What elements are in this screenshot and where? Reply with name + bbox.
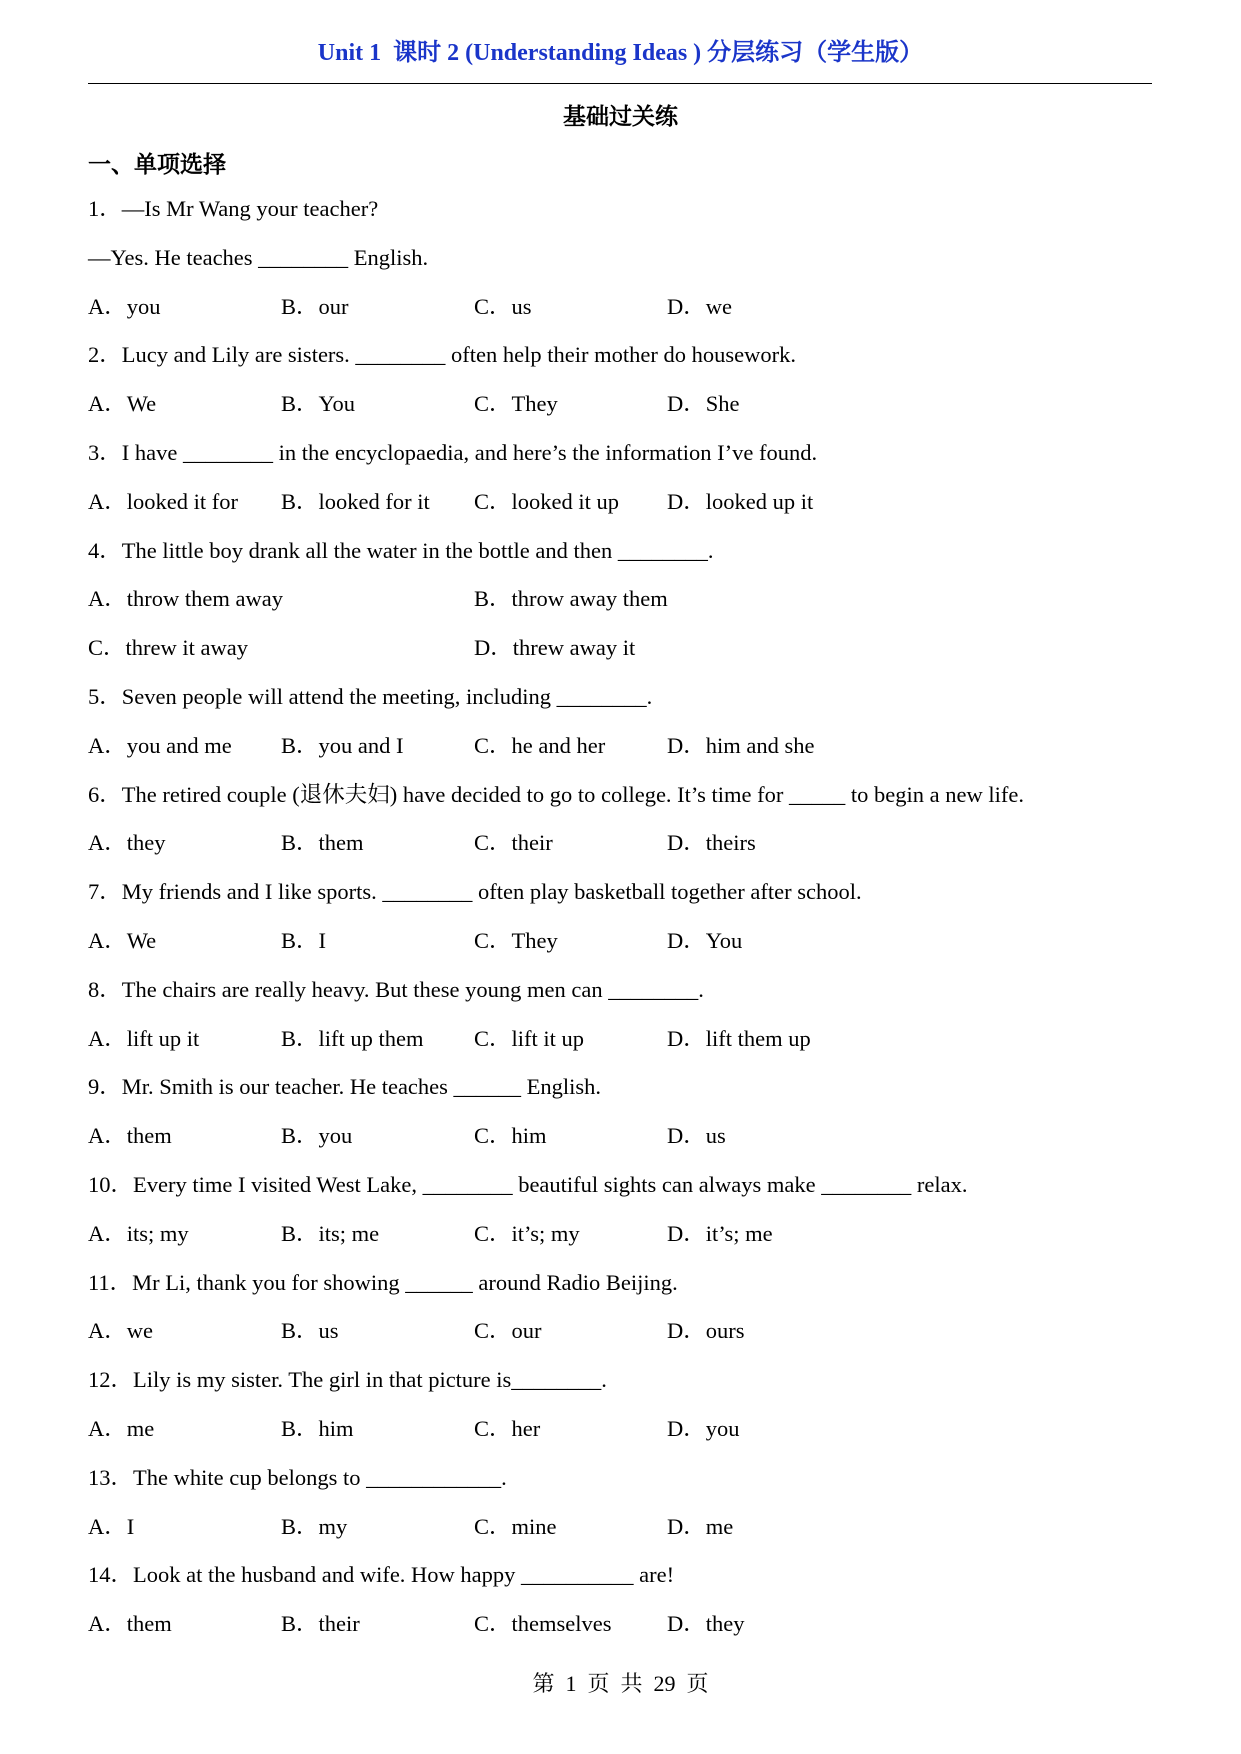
question-stem: 10．Every time I visited West Lake, ________ beautiful sights can always make ________ relax. bbox=[88, 1171, 968, 1197]
answer-option: C．him bbox=[474, 1123, 547, 1149]
answer-option: A．you bbox=[88, 293, 161, 319]
answer-option: B．throw away them bbox=[474, 586, 668, 612]
answer-option: A．We bbox=[88, 391, 157, 417]
answer-option: D．She bbox=[667, 391, 740, 417]
answer-option: D．ours bbox=[667, 1318, 745, 1344]
answer-option: B．you and I bbox=[281, 732, 404, 758]
question-stem: 7．My friends and I like sports. ________ often play basketball together after school. bbox=[88, 879, 862, 905]
options-row bbox=[88, 1121, 1168, 1170]
answer-option: A．me bbox=[88, 1415, 155, 1441]
answer-option: A．throw them away bbox=[88, 586, 283, 612]
answer-option: D．us bbox=[667, 1123, 726, 1149]
question-stem: 6．The retired couple (退休夫妇) have decided to go to college. It’s time for _____ to begin a new life. bbox=[88, 781, 1024, 807]
answer-option: D．you bbox=[667, 1415, 740, 1441]
answer-option: A．I bbox=[88, 1513, 135, 1539]
answer-option: B．I bbox=[281, 927, 327, 953]
answer-option: B．you bbox=[281, 1123, 353, 1149]
answer-option: D．lift them up bbox=[667, 1025, 811, 1051]
question-stem: 9．Mr. Smith is our teacher. He teaches ______ English. bbox=[88, 1074, 602, 1100]
answer-option: A．its; my bbox=[88, 1220, 189, 1246]
answer-option: A．lift up it bbox=[88, 1025, 200, 1051]
answer-option: D．threw away it bbox=[474, 635, 636, 661]
question-stem: 11．Mr Li, thank you for showing ______ around Radio Beijing. bbox=[88, 1269, 678, 1295]
options-row bbox=[88, 487, 1168, 536]
answer-option: C．themselves bbox=[474, 1611, 612, 1637]
answer-option: C．their bbox=[474, 830, 553, 856]
answer-option: B．us bbox=[281, 1318, 339, 1344]
section-title: 基础过关练 bbox=[563, 104, 678, 130]
answer-option: C．They bbox=[474, 927, 558, 953]
options-row bbox=[88, 1219, 1168, 1268]
answer-option: C．threw it away bbox=[88, 635, 248, 661]
part-title: 一、单项选择 bbox=[88, 152, 226, 178]
answer-option: C．it’s; my bbox=[474, 1220, 580, 1246]
answer-option: A．them bbox=[88, 1123, 172, 1149]
answer-option: D．they bbox=[667, 1611, 745, 1637]
answer-option: D．it’s; me bbox=[667, 1220, 773, 1246]
answer-option: D．theirs bbox=[667, 830, 756, 856]
options-row bbox=[88, 1512, 1168, 1561]
options-row bbox=[88, 584, 1168, 633]
options-row bbox=[88, 1414, 1168, 1463]
question-stem: —Yes. He teaches ________ English. bbox=[88, 244, 429, 270]
options-row bbox=[88, 292, 1168, 341]
question-list bbox=[88, 194, 1168, 1658]
answer-option: A．they bbox=[88, 830, 166, 856]
answer-option: B．their bbox=[281, 1611, 360, 1637]
options-row bbox=[88, 926, 1168, 975]
options-row bbox=[88, 1024, 1168, 1073]
answer-option: B．our bbox=[281, 293, 349, 319]
answer-option: B．looked for it bbox=[281, 488, 430, 514]
answer-option: C．us bbox=[474, 293, 532, 319]
question-stem: 3．I have ________ in the encyclopaedia, and here’s the information I’ve found. bbox=[88, 439, 818, 465]
options-row bbox=[88, 633, 1168, 682]
answer-option: B．lift up them bbox=[281, 1025, 424, 1051]
answer-option: D．You bbox=[667, 927, 743, 953]
page-header-title: Unit 1 课时 2 (Understanding Ideas ) 分层练习（学生版） bbox=[317, 40, 924, 66]
answer-option: C．lift it up bbox=[474, 1025, 585, 1051]
answer-option: C．looked it up bbox=[474, 488, 619, 514]
answer-option: D．we bbox=[667, 293, 732, 319]
question-stem: 2．Lucy and Lily are sisters. ________ often help their mother do housework. bbox=[88, 342, 796, 368]
answer-option: B．my bbox=[281, 1513, 348, 1539]
answer-option: A．We bbox=[88, 927, 157, 953]
options-row bbox=[88, 731, 1168, 780]
answer-option: A．them bbox=[88, 1611, 172, 1637]
options-row bbox=[88, 389, 1168, 438]
answer-option: B．him bbox=[281, 1415, 354, 1441]
answer-option: B．them bbox=[281, 830, 364, 856]
answer-option: C．he and her bbox=[474, 732, 606, 758]
question-stem: 13．The white cup belongs to ____________. bbox=[88, 1464, 507, 1490]
answer-option: D．me bbox=[667, 1513, 734, 1539]
answer-option: D．looked up it bbox=[667, 488, 814, 514]
answer-option: C．mine bbox=[474, 1513, 557, 1539]
options-row bbox=[88, 1609, 1168, 1658]
question-stem: 4．The little boy drank all the water in the bottle and then ________. bbox=[88, 537, 714, 563]
answer-option: A．you and me bbox=[88, 732, 232, 758]
header-divider bbox=[88, 83, 1152, 84]
page-number: 第 1 页 共 29 页 bbox=[532, 1671, 709, 1696]
answer-option: C．They bbox=[474, 391, 558, 417]
answer-option: C．her bbox=[474, 1415, 541, 1441]
question-stem: 1．—Is Mr Wang your teacher? bbox=[88, 196, 379, 221]
question-stem: 14．Look at the husband and wife. How happy __________ are! bbox=[88, 1562, 675, 1588]
answer-option: B．You bbox=[281, 391, 356, 417]
question-stem: 12．Lily is my sister. The girl in that picture is________. bbox=[88, 1367, 607, 1393]
question-stem: 5．Seven people will attend the meeting, including ________. bbox=[88, 683, 653, 709]
answer-option: C．our bbox=[474, 1318, 542, 1344]
answer-option: A．looked it for bbox=[88, 488, 238, 514]
options-row bbox=[88, 828, 1168, 877]
answer-option: D．him and she bbox=[667, 732, 815, 758]
answer-option: A．we bbox=[88, 1318, 153, 1344]
options-row bbox=[88, 1316, 1168, 1365]
answer-option: B．its; me bbox=[281, 1220, 380, 1246]
question-stem: 8．The chairs are really heavy. But these young men can ________. bbox=[88, 976, 704, 1002]
